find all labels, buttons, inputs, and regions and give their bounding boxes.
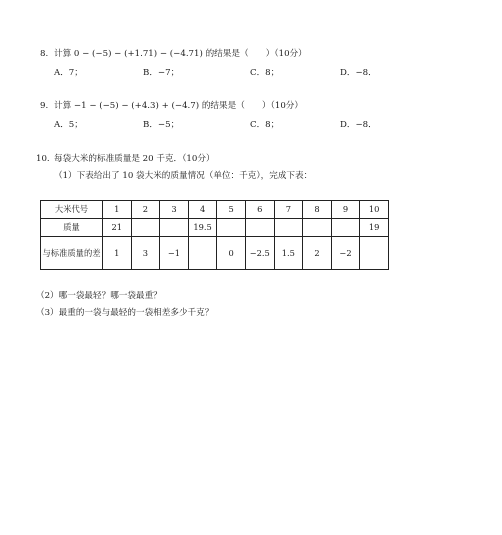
question-9-option-a: A．5； xyxy=(54,120,83,130)
code-cell: 10 xyxy=(360,201,389,219)
code-cell: 8 xyxy=(303,201,332,219)
row-label-difference: 与标准质量的差 xyxy=(41,237,103,270)
question-8-stem: 计算 0 − (−5) − (+1.71) − (−4.71) 的结果是（ ）（10分） xyxy=(54,49,307,59)
question-9-stem: 计算 −1 − (−5) − (+4.3) + (−4.7) 的结果是（ ）（10分） xyxy=(54,101,303,111)
rice-bag-table xyxy=(40,200,389,270)
code-cell: 5 xyxy=(217,201,246,219)
mass-cell xyxy=(274,219,303,237)
diff-cell: −2 xyxy=(331,237,360,270)
question-8-option-c: C．8； xyxy=(250,68,280,78)
diff-cell: −1 xyxy=(160,237,189,270)
question-10-part-2: （2）哪一袋最轻？哪一袋最重？ xyxy=(36,291,162,301)
question-9-number: 9. xyxy=(40,101,49,111)
question-10-stem: 每袋大米的标准质量是 20 千克．（10分） xyxy=(54,154,215,164)
diff-cell: −2.5 xyxy=(245,237,274,270)
question-8-number: 8. xyxy=(40,49,49,59)
question-8-option-b: B．−7； xyxy=(143,68,180,78)
diff-cell: 1.5 xyxy=(274,237,303,270)
code-cell: 1 xyxy=(103,201,132,219)
mass-cell: 21 xyxy=(103,219,132,237)
question-8-option-d: D．−8． xyxy=(340,68,377,78)
question-9-option-c: C．8； xyxy=(250,120,280,130)
diff-cell: 3 xyxy=(131,237,160,270)
mass-cell: 19 xyxy=(360,219,389,237)
code-cell: 9 xyxy=(331,201,360,219)
table-row-codes xyxy=(41,201,389,219)
code-cell: 4 xyxy=(188,201,217,219)
mass-cell xyxy=(303,219,332,237)
code-cell: 6 xyxy=(245,201,274,219)
diff-cell: 1 xyxy=(103,237,132,270)
diff-cell xyxy=(360,237,389,270)
mass-cell xyxy=(217,219,246,237)
mass-cell xyxy=(160,219,189,237)
question-9-option-b: B．−5； xyxy=(143,120,180,130)
mass-cell: 19.5 xyxy=(188,219,217,237)
question-8-option-a: A．7； xyxy=(54,68,83,78)
code-cell: 7 xyxy=(274,201,303,219)
row-label-code: 大米代号 xyxy=(41,201,103,219)
question-10-part-1: （1）下表给出了 10 袋大米的质量情况（单位：千克），完成下表： xyxy=(54,171,313,181)
diff-cell xyxy=(188,237,217,270)
diff-cell: 2 xyxy=(303,237,332,270)
code-cell: 3 xyxy=(160,201,189,219)
question-10-part-3: （3）最重的一袋与最轻的一袋相差多少千克？ xyxy=(36,308,214,318)
table-row-difference xyxy=(41,237,389,270)
mass-cell xyxy=(331,219,360,237)
table-row-mass xyxy=(41,219,389,237)
mass-cell xyxy=(131,219,160,237)
mass-cell xyxy=(245,219,274,237)
code-cell: 2 xyxy=(131,201,160,219)
question-9-option-d: D．−8． xyxy=(340,120,377,130)
diff-cell: 0 xyxy=(217,237,246,270)
row-label-mass: 质量 xyxy=(41,219,103,237)
question-10-number: 10. xyxy=(36,154,50,164)
